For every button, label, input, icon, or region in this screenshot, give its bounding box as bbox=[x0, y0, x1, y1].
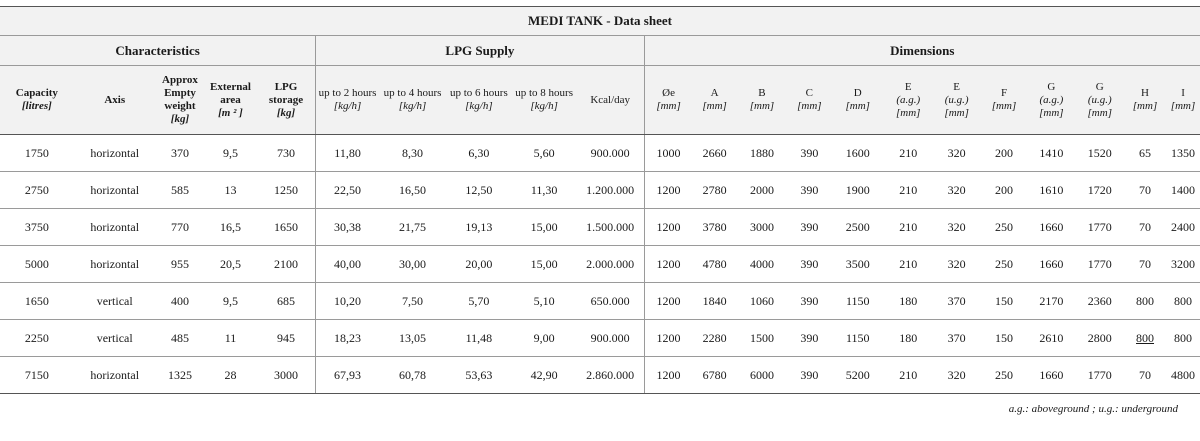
table-row bbox=[0, 246, 1200, 283]
table-cell: 800 bbox=[1124, 283, 1166, 320]
table-cell: 1610 bbox=[1027, 172, 1075, 209]
table-cell: 2360 bbox=[1076, 283, 1124, 320]
table-cell: 945 bbox=[257, 320, 316, 357]
col-kcal: Kcal/day bbox=[577, 66, 644, 135]
table-cell: 2660 bbox=[693, 135, 737, 172]
table-cell: 180 bbox=[884, 320, 932, 357]
table-cell: 370 bbox=[932, 320, 980, 357]
table-cell: 3750 bbox=[0, 209, 74, 246]
table-cell: 70 bbox=[1124, 246, 1166, 283]
col-up8: up to 8 hours [kg/h] bbox=[511, 66, 576, 135]
table-cell: 40,00 bbox=[316, 246, 379, 283]
table-cell: 1520 bbox=[1076, 135, 1124, 172]
table-cell: 8,30 bbox=[379, 135, 446, 172]
table-cell: 10,20 bbox=[316, 283, 379, 320]
table-cell: 13 bbox=[204, 172, 257, 209]
table-cell: 2280 bbox=[693, 320, 737, 357]
col-g-ag: G (a.g.) [mm] bbox=[1027, 66, 1075, 135]
table-cell: horizontal bbox=[74, 246, 156, 283]
table-cell: 390 bbox=[787, 283, 831, 320]
table-cell: 210 bbox=[884, 246, 932, 283]
table-cell: 6780 bbox=[693, 357, 737, 394]
table-cell: 1770 bbox=[1076, 357, 1124, 394]
table-cell: 320 bbox=[932, 172, 980, 209]
table-cell: 1750 bbox=[0, 135, 74, 172]
table-cell: 2.000.000 bbox=[577, 246, 644, 283]
table-cell: 4780 bbox=[693, 246, 737, 283]
table-cell: 1650 bbox=[0, 283, 74, 320]
col-g-ug: G (u.g.) [mm] bbox=[1076, 66, 1124, 135]
table-cell: 5,60 bbox=[511, 135, 576, 172]
table-cell: 22,50 bbox=[316, 172, 379, 209]
table-cell: 800 bbox=[1124, 320, 1166, 357]
table-cell: 210 bbox=[884, 135, 932, 172]
col-i: I [mm] bbox=[1166, 66, 1200, 135]
table-cell: horizontal bbox=[74, 172, 156, 209]
table-cell: 390 bbox=[787, 246, 831, 283]
table-cell: 3200 bbox=[1166, 246, 1200, 283]
table-cell: 1840 bbox=[693, 283, 737, 320]
table-cell: 2780 bbox=[693, 172, 737, 209]
col-b: B [mm] bbox=[737, 66, 788, 135]
table-cell: 42,90 bbox=[511, 357, 576, 394]
col-c: C [mm] bbox=[787, 66, 831, 135]
table-cell: 320 bbox=[932, 246, 980, 283]
table-cell: vertical bbox=[74, 320, 156, 357]
table-cell: 800 bbox=[1166, 320, 1200, 357]
table-row bbox=[0, 135, 1200, 172]
table-cell: 2170 bbox=[1027, 283, 1075, 320]
table-cell: 390 bbox=[787, 172, 831, 209]
page-title: MEDI TANK - Data sheet bbox=[0, 7, 1200, 36]
col-capacity: Capacity [litres] bbox=[0, 66, 74, 135]
table-cell: 200 bbox=[981, 172, 1027, 209]
table-cell: 1500 bbox=[737, 320, 788, 357]
col-up2: up to 2 hours [kg/h] bbox=[316, 66, 379, 135]
table-cell: 390 bbox=[787, 209, 831, 246]
table-row bbox=[0, 209, 1200, 246]
table-cell: 2500 bbox=[831, 209, 884, 246]
table-cell: 685 bbox=[257, 283, 316, 320]
table-cell: 70 bbox=[1124, 172, 1166, 209]
table-cell: 650.000 bbox=[577, 283, 644, 320]
table-cell: 1660 bbox=[1027, 357, 1075, 394]
table-cell: 390 bbox=[787, 357, 831, 394]
table-cell: 1770 bbox=[1076, 209, 1124, 246]
footnote: a.g.: aboveground ; u.g.: underground bbox=[1008, 403, 1178, 415]
table-cell: 12,50 bbox=[446, 172, 511, 209]
table-cell: 390 bbox=[787, 320, 831, 357]
table-cell: 2.860.000 bbox=[577, 357, 644, 394]
table-cell: 6,30 bbox=[446, 135, 511, 172]
table-cell: 210 bbox=[884, 172, 932, 209]
table-cell: 3000 bbox=[737, 209, 788, 246]
table-cell: 2610 bbox=[1027, 320, 1075, 357]
table-cell: 5000 bbox=[0, 246, 74, 283]
table-cell: 13,05 bbox=[379, 320, 446, 357]
table-cell: 1650 bbox=[257, 209, 316, 246]
table-cell: 200 bbox=[981, 135, 1027, 172]
col-axis: Axis bbox=[74, 66, 156, 135]
table-cell: 9,00 bbox=[511, 320, 576, 357]
table-cell: 16,5 bbox=[204, 209, 257, 246]
table-cell: 2750 bbox=[0, 172, 74, 209]
table-row bbox=[0, 283, 1200, 320]
col-up6: up to 6 hours [kg/h] bbox=[446, 66, 511, 135]
table-cell: 9,5 bbox=[204, 135, 257, 172]
col-storage: LPG storage [kg] bbox=[257, 66, 316, 135]
table-cell: 955 bbox=[156, 246, 204, 283]
group-lpg-supply: LPG Supply bbox=[316, 36, 644, 66]
col-weight: Approx Empty weight [kg] bbox=[156, 66, 204, 135]
table-cell: 1400 bbox=[1166, 172, 1200, 209]
table-cell: 320 bbox=[932, 135, 980, 172]
table-cell: 15,00 bbox=[511, 246, 576, 283]
table-body bbox=[0, 135, 1200, 394]
table-cell: 30,38 bbox=[316, 209, 379, 246]
table-cell: 7150 bbox=[0, 357, 74, 394]
table-cell: 320 bbox=[932, 357, 980, 394]
table-cell: 67,93 bbox=[316, 357, 379, 394]
table-cell: horizontal bbox=[74, 209, 156, 246]
table-cell: vertical bbox=[74, 283, 156, 320]
data-sheet-table bbox=[0, 6, 1200, 394]
table-cell: 900.000 bbox=[577, 135, 644, 172]
group-characteristics: Characteristics bbox=[0, 36, 316, 66]
table-cell: 2400 bbox=[1166, 209, 1200, 246]
table-cell: 19,13 bbox=[446, 209, 511, 246]
table-cell: 16,50 bbox=[379, 172, 446, 209]
table-cell: 1720 bbox=[1076, 172, 1124, 209]
col-f: F [mm] bbox=[981, 66, 1027, 135]
table-cell: 2800 bbox=[1076, 320, 1124, 357]
table-cell: 400 bbox=[156, 283, 204, 320]
table-cell: 1600 bbox=[831, 135, 884, 172]
table-cell: 2250 bbox=[0, 320, 74, 357]
table-cell: 2000 bbox=[737, 172, 788, 209]
group-dimensions: Dimensions bbox=[644, 36, 1200, 66]
table-cell: 53,63 bbox=[446, 357, 511, 394]
table-cell: 900.000 bbox=[577, 320, 644, 357]
table-cell: 1250 bbox=[257, 172, 316, 209]
table-cell: 1660 bbox=[1027, 246, 1075, 283]
table-row bbox=[0, 320, 1200, 357]
table-cell: 11,80 bbox=[316, 135, 379, 172]
table-cell: 250 bbox=[981, 209, 1027, 246]
table-cell: 1150 bbox=[831, 283, 884, 320]
table-cell: 30,00 bbox=[379, 246, 446, 283]
table-cell: 1200 bbox=[644, 283, 692, 320]
col-h: H [mm] bbox=[1124, 66, 1166, 135]
table-cell: 21,75 bbox=[379, 209, 446, 246]
table-cell: 250 bbox=[981, 357, 1027, 394]
table-cell: 70 bbox=[1124, 209, 1166, 246]
table-cell: 5,10 bbox=[511, 283, 576, 320]
table-cell: 390 bbox=[787, 135, 831, 172]
table-cell: 4800 bbox=[1166, 357, 1200, 394]
table-cell: 7,50 bbox=[379, 283, 446, 320]
table-cell: 800 bbox=[1166, 283, 1200, 320]
table-cell: 370 bbox=[932, 283, 980, 320]
table-cell: 1200 bbox=[644, 172, 692, 209]
table-cell: 770 bbox=[156, 209, 204, 246]
table-cell: 20,00 bbox=[446, 246, 511, 283]
col-e-ug: E (u.g.) [mm] bbox=[932, 66, 980, 135]
table-cell: 2100 bbox=[257, 246, 316, 283]
table-cell: 1060 bbox=[737, 283, 788, 320]
col-a: A [mm] bbox=[693, 66, 737, 135]
table-cell: 1000 bbox=[644, 135, 692, 172]
table-cell: 210 bbox=[884, 209, 932, 246]
table-cell: 9,5 bbox=[204, 283, 257, 320]
table-cell: 1900 bbox=[831, 172, 884, 209]
col-area: External area [m ² ] bbox=[204, 66, 257, 135]
table-cell: 6000 bbox=[737, 357, 788, 394]
table-cell: 3000 bbox=[257, 357, 316, 394]
table-row bbox=[0, 172, 1200, 209]
table-cell: 1200 bbox=[644, 209, 692, 246]
col-up4: up to 4 hours [kg/h] bbox=[379, 66, 446, 135]
table-cell: 150 bbox=[981, 320, 1027, 357]
table-cell: 210 bbox=[884, 357, 932, 394]
table-cell: 5,70 bbox=[446, 283, 511, 320]
table-cell: 1770 bbox=[1076, 246, 1124, 283]
table-cell: 20,5 bbox=[204, 246, 257, 283]
table-cell: 11 bbox=[204, 320, 257, 357]
col-e-ag: E (a.g.) [mm] bbox=[884, 66, 932, 135]
table-cell: 1200 bbox=[644, 246, 692, 283]
table-cell: horizontal bbox=[74, 357, 156, 394]
table-cell: 15,00 bbox=[511, 209, 576, 246]
table-cell: 585 bbox=[156, 172, 204, 209]
table-cell: 1150 bbox=[831, 320, 884, 357]
table-cell: 1200 bbox=[644, 357, 692, 394]
table-cell: 1200 bbox=[644, 320, 692, 357]
table-cell: 1350 bbox=[1166, 135, 1200, 172]
table-cell: 28 bbox=[204, 357, 257, 394]
table-cell: 3500 bbox=[831, 246, 884, 283]
table-cell: 4000 bbox=[737, 246, 788, 283]
table-cell: 250 bbox=[981, 246, 1027, 283]
table-cell: 1325 bbox=[156, 357, 204, 394]
table-cell: 60,78 bbox=[379, 357, 446, 394]
table-cell: 730 bbox=[257, 135, 316, 172]
col-d: D [mm] bbox=[831, 66, 884, 135]
table-cell: 18,23 bbox=[316, 320, 379, 357]
table-cell: 11,30 bbox=[511, 172, 576, 209]
table-cell: 320 bbox=[932, 209, 980, 246]
table-cell: 370 bbox=[156, 135, 204, 172]
table-cell: 1660 bbox=[1027, 209, 1075, 246]
table-cell: 70 bbox=[1124, 357, 1166, 394]
table-cell: 65 bbox=[1124, 135, 1166, 172]
table-cell: 1.200.000 bbox=[577, 172, 644, 209]
table-cell: 485 bbox=[156, 320, 204, 357]
table-cell: 1880 bbox=[737, 135, 788, 172]
table-cell: 180 bbox=[884, 283, 932, 320]
table-cell: 150 bbox=[981, 283, 1027, 320]
table-row bbox=[0, 357, 1200, 394]
table-cell: 3780 bbox=[693, 209, 737, 246]
table-cell: 11,48 bbox=[446, 320, 511, 357]
col-oe: Øe [mm] bbox=[644, 66, 692, 135]
table-cell: 1.500.000 bbox=[577, 209, 644, 246]
table-cell: 5200 bbox=[831, 357, 884, 394]
table-cell: horizontal bbox=[74, 135, 156, 172]
table-cell: 1410 bbox=[1027, 135, 1075, 172]
